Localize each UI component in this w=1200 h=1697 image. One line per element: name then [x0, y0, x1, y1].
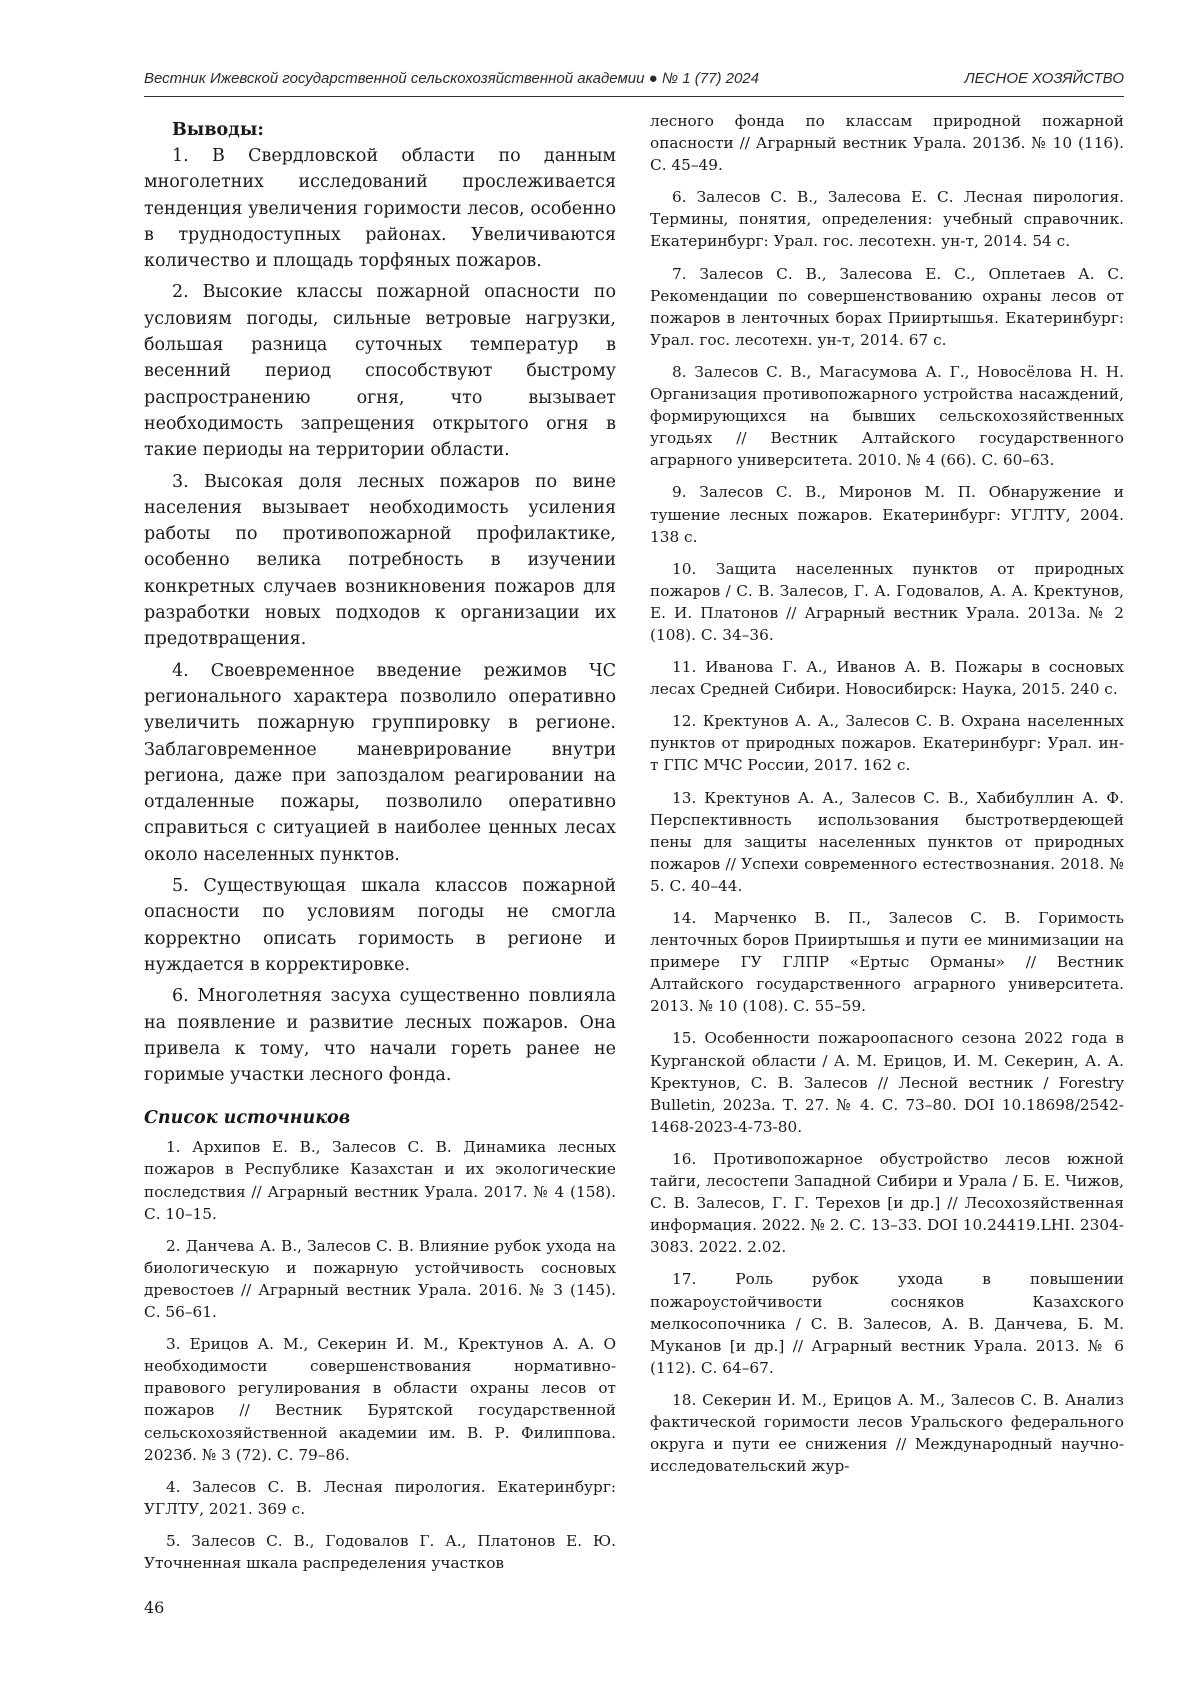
reference-item: 2. Данчева А. В., Залесов С. В. Влияние рубок ухода на биологическую и пожарную устойчивость сосновых древостоев // Аграрный вестник Урала. 2016. № 3 (145). С. 56–61. — [144, 1236, 616, 1322]
reference-item: 11. Иванова Г. А., Иванов А. В. Пожары в сосновых лесах Средней Сибири. Новосибирск: Наука, 2015. 240 с. — [650, 658, 1124, 699]
reference-item: 7. Залесов С. В., Залесова Е. С., Оплетаев А. С. Рекомендации по совершенствованию охраны лесов от пожаров в ленточных борах Прииртышья. Екатеринбург: Урал. гос. лесотехн. ун-т, 2014. 67 с. — [650, 264, 1124, 349]
reference-item: 17. Роль рубок ухода в повышении пожароустойчивости сосняков Казахского мелкосопочника / С. В. Залесов, А. В. Данчева, Б. М. Муканов [и др.] // Аграрный вестник Урала. 2013. № 6 (112). С. 64–67. — [650, 1270, 1124, 1377]
reference-item: 8. Залесов С. В., Магасумова А. Г., Новосёлова Н. Н. Организация противопожарного устройства насаждений, формирующихся на бывших сельскохозяйственных угодьях // Вестник Алтайского государственного аграрного университета. 2010. № 4 (66). С. 60–63. — [650, 362, 1124, 470]
conclusion-item: 6. Многолетняя засуха существенно повлияла на появление и развитие лесных пожаров. Она привела к тому, что начали гореть ранее не горимые участки лесного фонда. — [144, 986, 616, 1086]
conclusion-item: 4. Своевременное введение режимов ЧС регионального характера позволило оперативно увеличить пожарную группировку в регионе. Заблаговременное маневрирование внутри региона, даже при запоздалом реагировании на отдаленные пожары, позволило оперативно справиться с ситуацией в наиболее ценных лесах около населенных пунктов. — [144, 660, 616, 865]
reference-item: 5. Залесов С. В., Годовалов Г. А., Платонов Е. Ю. Уточненная шкала распределения участков — [144, 1531, 616, 1572]
reference-item: 18. Секерин И. М., Ерицов А. М., Залесов С. В. Анализ фактической горимости лесов Уральского федерального округа и пути ее снижения // Международный научно-исследовательский жур- — [650, 1390, 1124, 1476]
page-number: 46 — [144, 1598, 165, 1617]
reference-item: 6. Залесов С. В., Залесова Е. С. Лесная пирология. Термины, понятия, определения: учебный справочник. Екатеринбург: Урал. гос. лесотехн. ун-т, 2014. 54 с. — [650, 188, 1124, 251]
header-divider — [144, 96, 1124, 97]
conclusions-heading: Выводы: — [172, 120, 264, 140]
reference-continuation: лесного фонда по классам природной пожарной опасности // Аграрный вестник Урала. 2013б. № 10 (116). С. 45–49. — [650, 112, 1124, 175]
section-title: ЛЕСНОЕ ХОЗЯЙСТВО — [964, 70, 1124, 87]
reference-item: 4. Залесов С. В. Лесная пирология. Екатеринбург: УГЛТУ, 2021. 369 с. — [144, 1477, 616, 1518]
reference-item: 10. Защита населенных пунктов от природных пожаров / С. В. Залесов, Г. А. Годовалов, А. А. Кректунов, Е. И. Платонов // Аграрный вестник Урала. 2013а. № 2 (108). С. 34–36. — [650, 559, 1124, 644]
reference-item: 9. Залесов С. В., Миронов М. П. Обнаружение и тушение лесных пожаров. Екатеринбург: УГЛТУ, 2004. 138 с. — [650, 483, 1124, 546]
conclusion-item: 1. В Свердловской области по данным многолетних исследований прослеживается тенденция увеличения горимости лесов, особенно в труднодоступных районах. Увеличиваются количество и площадь торфяных пожаров. — [144, 146, 616, 272]
reference-item: 15. Особенности пожароопасного сезона 2022 года в Курганской области / А. М. Ерицов, И. М. Секерин, А. А. Кректунов, С. В. Залесов // Лесной вестник / Forestry Bulletin, 2023а. Т. 27. № 4. С. 73–80. DOI 10.18698/2542-1468-2023-4-73-80. — [650, 1029, 1124, 1136]
references-heading: Список источников — [144, 1108, 351, 1129]
conclusion-item: 2. Высокие классы пожарной опасности по условиям погоды, сильные ветровые нагрузки, большая разница суточных температур в весенний период способствуют быстрому распространению огня, что вызывает необходимость запрещения открытого огня в такие периоды на территории области. — [144, 282, 616, 461]
running-header — [144, 70, 1124, 92]
conclusion-item: 3. Высокая доля лесных пожаров по вине населения вызывает необходимость усиления работы по противопожарной профилактике, особенно велика потребность в изучении конкретных случаев возникновения пожаров для разработки новых подходов к организации их предотвращения. — [144, 471, 616, 650]
reference-item: 12. Кректунов А. А., Залесов С. В. Охрана населенных пунктов от природных пожаров. Екатеринбург: Урал. ин-т ГПС МЧС России, 2017. 162 с. — [650, 712, 1124, 775]
journal-title: Вестник Ижевской государственной сельскохозяйственной академии ● № 1 (77) 2024 — [144, 70, 759, 87]
left-column — [144, 120, 616, 1584]
reference-item: 1. Архипов Е. В., Залесов С. В. Динамика лесных пожаров в Республике Казахстан и их экологические последствия // Аграрный вестник Урала. 2017. № 4 (158). С. 10–15. — [144, 1138, 616, 1223]
reference-item: 3. Ерицов А. М., Секерин И. М., Кректунов А. А. О необходимости совершенствования нормативно-правового регулирования в области охраны лесов от пожаров // Вестник Бурятской государственной сельскохозяйственной академии им. В. Р. Филиппова. 2023б. № 3 (72). С. 79–86. — [144, 1335, 616, 1464]
conclusion-item: 5. Существующая шкала классов пожарной опасности по условиям погоды не смогла корректно описать горимость в регионе и нуждается в корректировке. — [144, 876, 616, 975]
reference-item: 16. Противопожарное обустройство лесов южной тайги, лесостепи Западной Сибири и Урала / Б. Е. Чижов, С. В. Залесов, Г. Г. Терехов [и др.] // Лесохозяйственная информация. 2022. № 2. С. 13–33. DOI 10.24419.LHI. 2304-3083. 2022. 2.02. — [650, 1149, 1124, 1257]
reference-item: 13. Кректунов А. А., Залесов С. В., Хабибуллин А. Ф. Перспективность использования быстротвердеющей пены для защиты населенных пунктов от природных пожаров // Успехи современного естествознания. 2018. № 5. С. 40–44. — [650, 788, 1124, 895]
reference-item: 14. Марченко В. П., Залесов С. В. Горимость ленточных боров Прииртышья и пути ее минимизации на примере ГУ ГЛПР «Ертыс Орманы» // Вестник Алтайского государственного аграрного университета. 2013. № 10 (108). С. 55–59. — [650, 909, 1124, 1016]
right-column — [650, 110, 1124, 1487]
